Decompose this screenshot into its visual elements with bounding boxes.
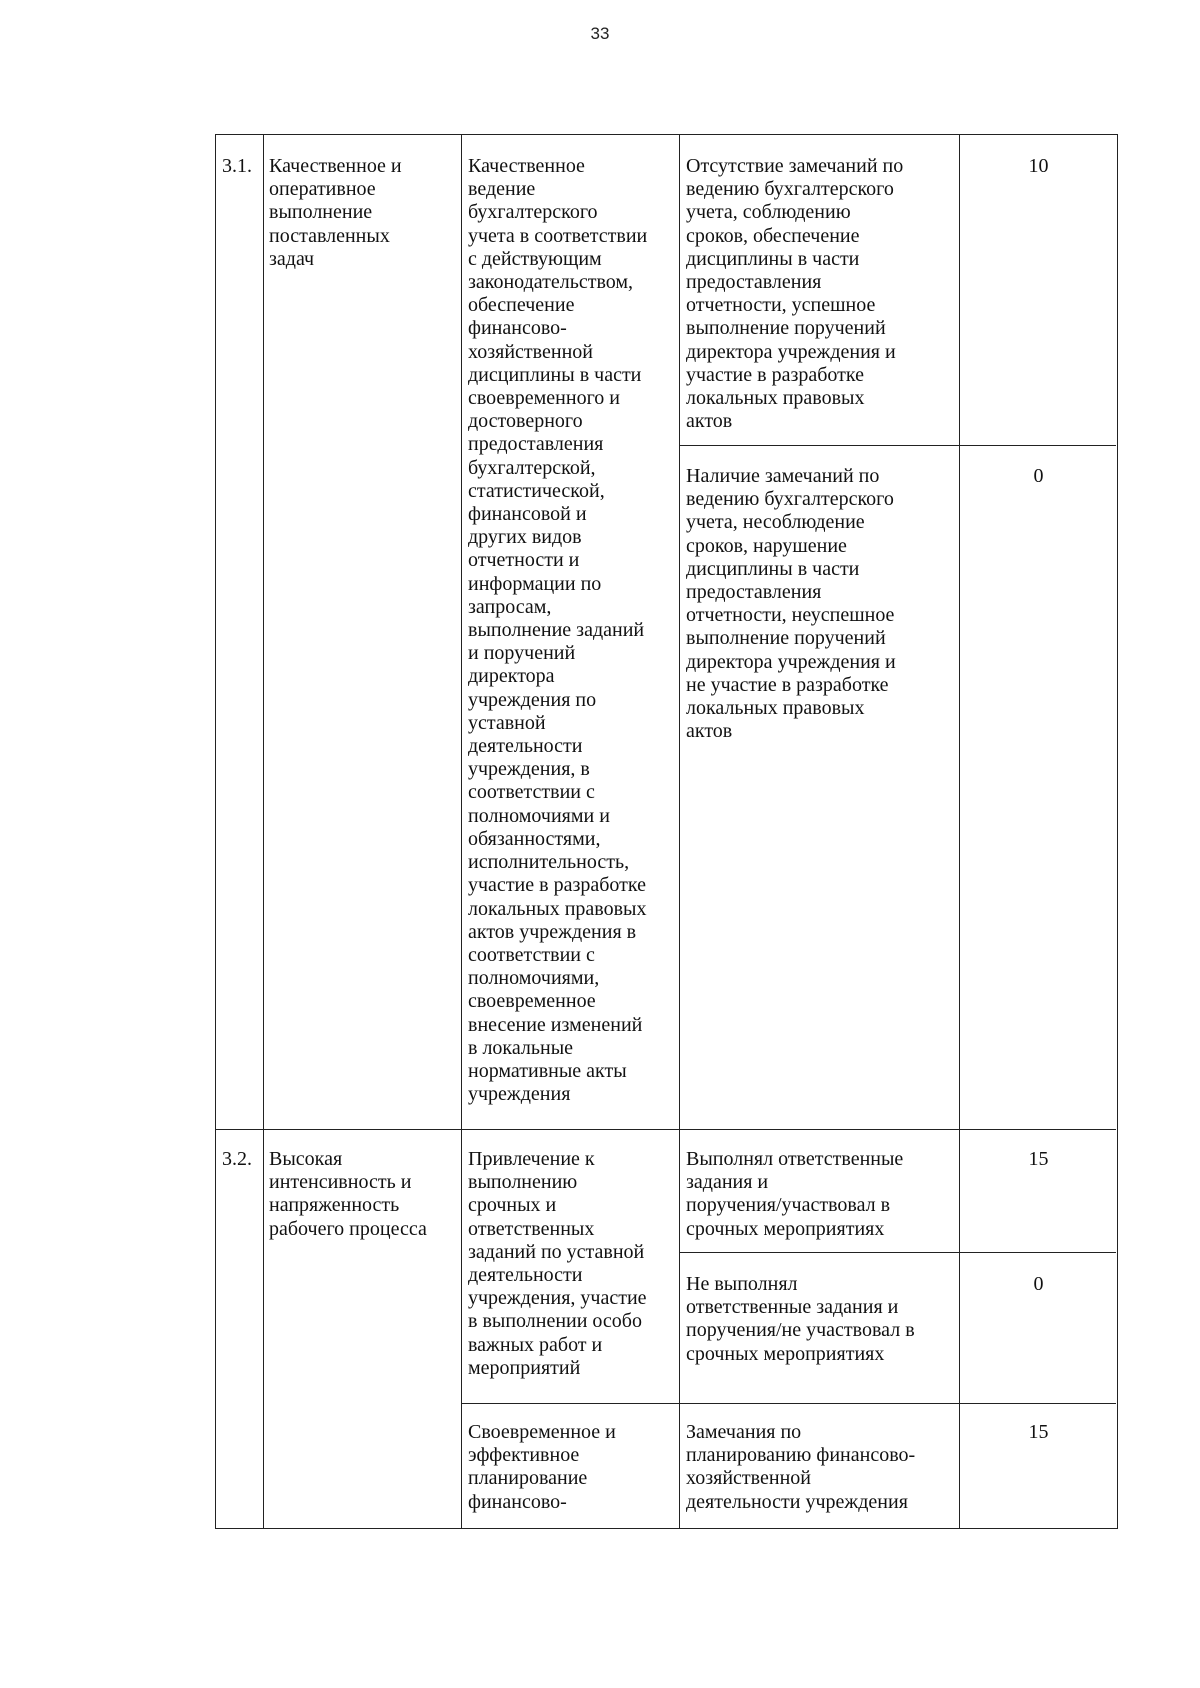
criteria-table <box>215 134 1118 1529</box>
condition-text: Выполнял ответственные задания и поручения/участвовал в срочных мероприятиях <box>686 1148 904 1240</box>
condition-text: Отсутствие замечаний по ведению бухгалтерского учета, соблюдению сроков, обеспечение дисциплины в части предоставления отчетности, успешное выполнение поручений директора учреждения и участие в разработке локальных правовых актов <box>686 155 904 433</box>
criterion-text: Качественное ведение бухгалтерского учета в соответствии с действующим законодательством, обеспечение финансово- хозяйственной дисциплины в части своевременного и достоверного предоставления бухгалтерской, статистической, финансовой и других видов отчетности и информации по запросам, выполнение заданий и поручений директора учреждения по уставной деятельности учреждения, в соответствии с полномочиями и обязанностями, исполнительность, участие в разработке локальных правовых актов учреждения в соответствии с полномочиями, своевременное внесение изменений в локальные нормативные акты учреждения <box>468 155 648 1106</box>
column-border <box>461 135 462 1528</box>
condition-text: Замечания по планированию финансово- хозяйственной деятельности учреждения <box>686 1421 916 1513</box>
row-number: 3.1. <box>222 155 252 177</box>
row-border <box>679 445 1116 446</box>
row-border <box>216 1129 1116 1130</box>
column-border <box>679 135 680 1528</box>
row-border <box>679 1252 1116 1253</box>
score-value: 0 <box>1033 1273 1044 1295</box>
criterion-text: Своевременное и эффективное планирование финансово- <box>468 1421 616 1513</box>
condition-text: Не выполнял ответственные задания и поручения/не участвовал в срочных мероприятиях <box>686 1273 915 1365</box>
score-value: 0 <box>1033 465 1044 487</box>
indicator-text: Качественное и оперативное выполнение поставленных задач <box>269 155 402 270</box>
indicator-text: Высокая интенсивность и напряженность рабочего процесса <box>269 1148 427 1240</box>
column-border <box>959 135 960 1528</box>
score-value: 15 <box>1028 1148 1049 1170</box>
score-value: 15 <box>1028 1421 1049 1443</box>
column-border <box>263 135 264 1528</box>
criterion-text: Привлечение к выполнению срочных и ответственных заданий по уставной деятельности учреждения, участие в выполнении особо важных работ и мероприятий <box>468 1148 647 1379</box>
page-number: 33 <box>590 24 610 43</box>
row-number: 3.2. <box>222 1148 252 1170</box>
row-border <box>461 1403 1116 1404</box>
condition-text: Наличие замечаний по ведению бухгалтерского учета, несоблюдение сроков, нарушение дисциплины в части предоставления отчетности, неуспешное выполнение поручений директора учреждения и не участие в разработке локальных правовых актов <box>686 465 896 743</box>
score-value: 10 <box>1028 155 1049 177</box>
